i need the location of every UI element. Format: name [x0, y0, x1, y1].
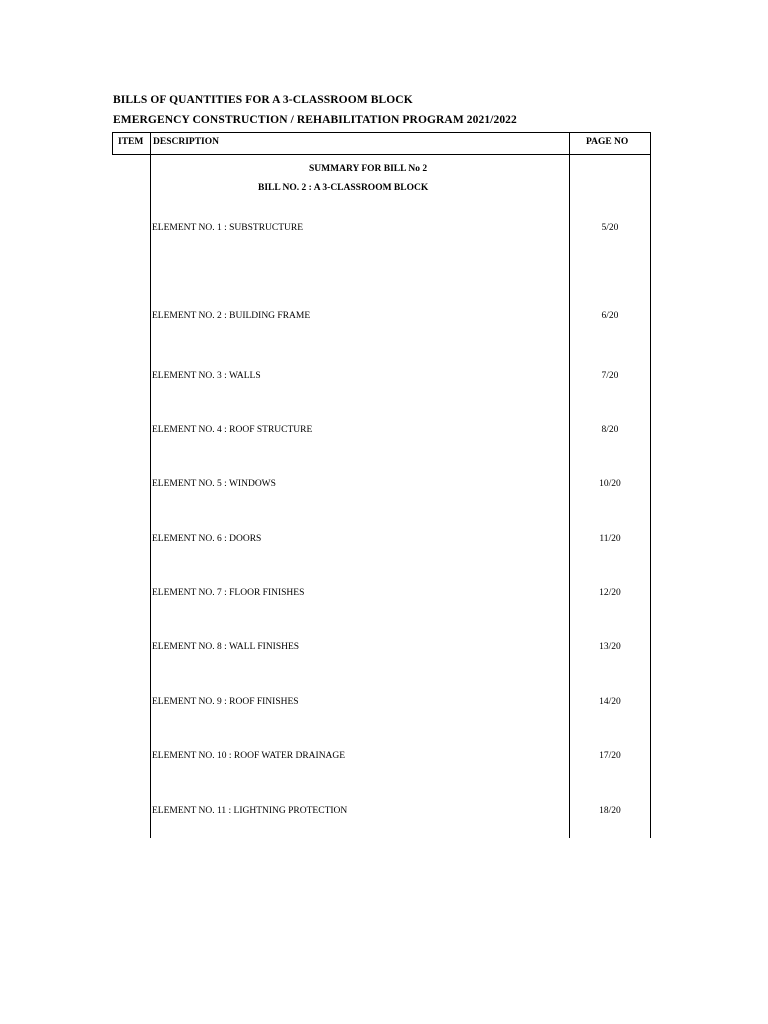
table-top-border — [112, 132, 651, 133]
element-page: 13/20 — [599, 642, 621, 652]
element-label: ELEMENT NO. 10 : ROOF WATER DRAINAGE — [152, 751, 346, 761]
item-column-divider — [150, 132, 151, 838]
element-label: ELEMENT NO. 2 : BUILDING FRAME — [152, 311, 311, 321]
element-label: ELEMENT NO. 6 : DOORS — [152, 534, 262, 544]
document-subtitle: EMERGENCY CONSTRUCTION / REHABILITATION PROGRAM 2021/2022 — [113, 114, 517, 126]
element-label: ELEMENT NO. 9 : ROOF FINISHES — [152, 697, 299, 707]
element-page: 8/20 — [601, 425, 619, 435]
summary-table — [112, 132, 652, 838]
element-page: 5/20 — [601, 223, 619, 233]
element-label: ELEMENT NO. 4 : ROOF STRUCTURE — [152, 425, 313, 435]
document-title: BILLS OF QUANTITIES FOR A 3-CLASSROOM BLOCK — [113, 94, 413, 106]
element-page: 11/20 — [599, 534, 621, 544]
element-label: ELEMENT NO. 1 : SUBSTRUCTURE — [152, 223, 304, 233]
summary-heading: SUMMARY FOR BILL No 2 — [309, 164, 428, 174]
element-page: 12/20 — [599, 588, 621, 598]
element-page: 7/20 — [601, 371, 619, 381]
header-description: DESCRIPTION — [153, 137, 219, 147]
element-page: 14/20 — [599, 697, 621, 707]
header-item: ITEM — [118, 137, 144, 147]
bill-heading: BILL NO. 2 : A 3-CLASSROOM BLOCK — [258, 183, 429, 193]
element-label: ELEMENT NO. 7 : FLOOR FINISHES — [152, 588, 305, 598]
table-left-border — [112, 132, 113, 155]
element-page: 10/20 — [599, 479, 621, 489]
element-label: ELEMENT NO. 11 : LIGHTNING PROTECTION — [152, 806, 348, 816]
header-page-no: PAGE NO — [586, 137, 629, 147]
element-label: ELEMENT NO. 8 : WALL FINISHES — [152, 642, 300, 652]
element-page: 6/20 — [601, 311, 619, 321]
element-label: ELEMENT NO. 5 : WINDOWS — [152, 479, 276, 489]
table-header-divider — [112, 154, 651, 155]
element-label: ELEMENT NO. 3 : WALLS — [152, 371, 261, 381]
element-page: 18/20 — [599, 806, 621, 816]
element-page: 17/20 — [599, 751, 621, 761]
